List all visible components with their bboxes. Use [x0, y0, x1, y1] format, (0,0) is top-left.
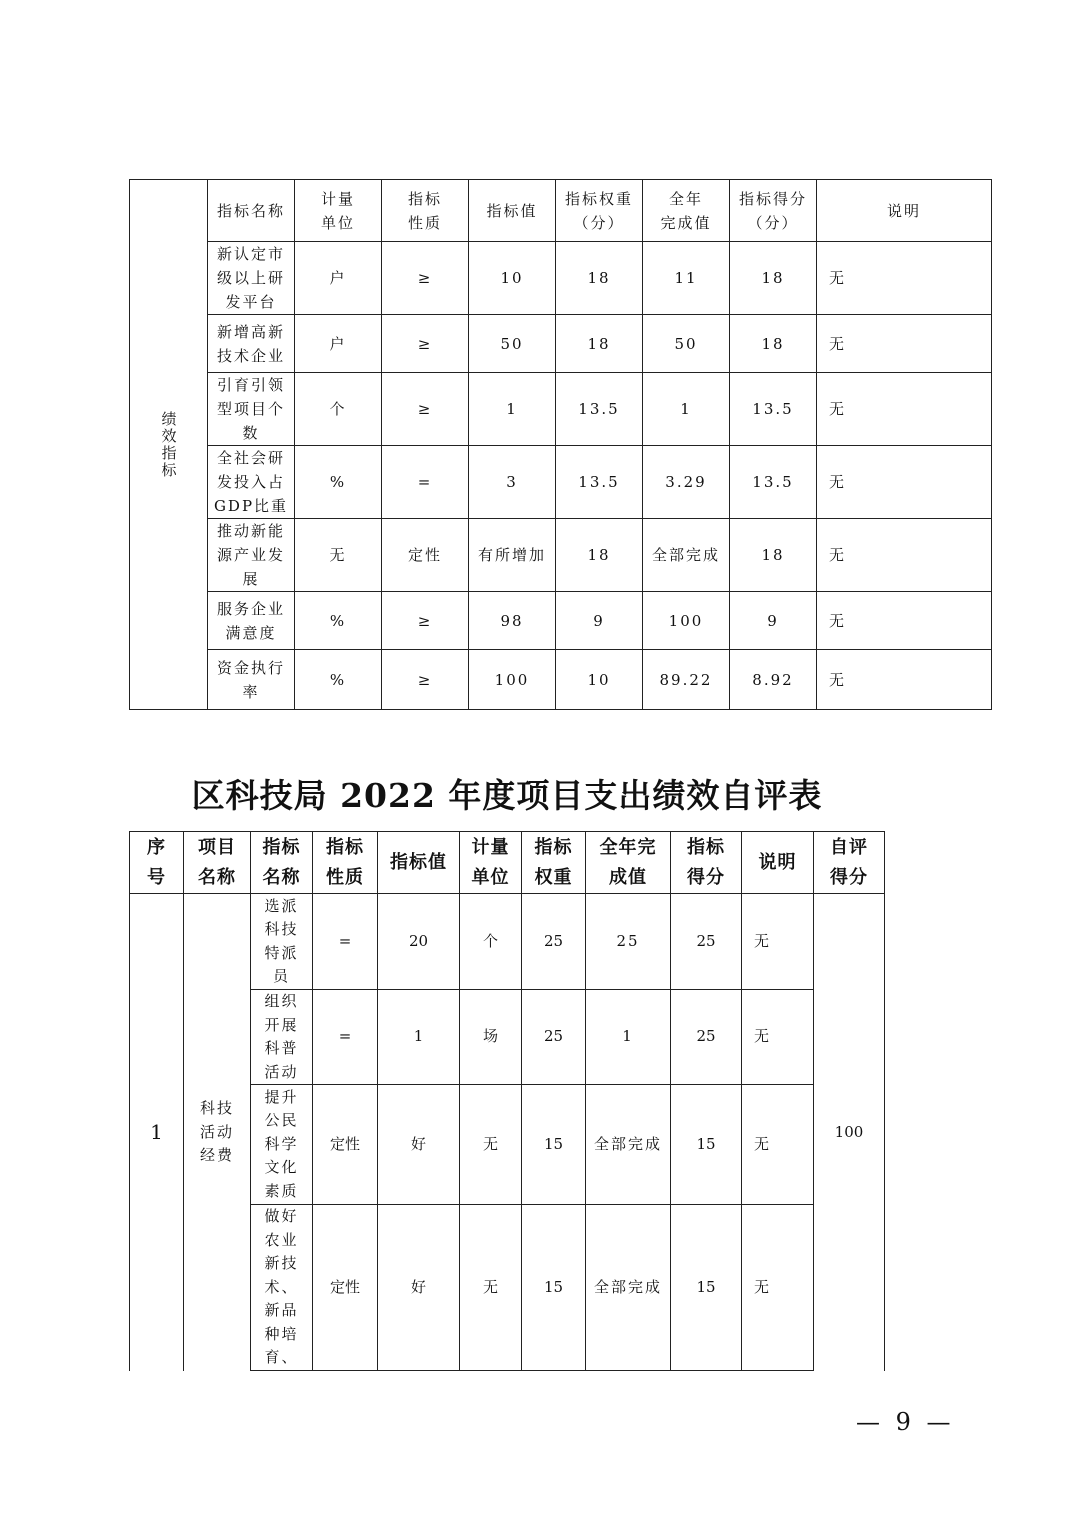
cell-note: 无 [817, 315, 992, 373]
cell-nature: ≥ [382, 373, 469, 446]
table-header-row [130, 180, 992, 242]
header-cell: 指标 权重 [522, 832, 586, 894]
cell-name: 做好 农业 新技 术、 新品 种培 育、 [251, 1205, 313, 1371]
cell-name: 选派 科技 特派 员 [251, 894, 313, 990]
cell-unit: 个 [295, 373, 382, 446]
cell-score: 18 [730, 242, 817, 315]
cell-value: 1 [378, 990, 460, 1085]
cell-value: 98 [469, 592, 556, 650]
table-row [130, 242, 992, 315]
header-cell: 说明 [742, 832, 814, 894]
cell-nature: 定性 [313, 1085, 378, 1205]
cell-nature: ≥ [382, 315, 469, 373]
cell-value: 100 [469, 650, 556, 710]
cell-value: 3 [469, 446, 556, 519]
header-cell: 指标值 [378, 832, 460, 894]
header-cell: 计量 单位 [460, 832, 522, 894]
cell-unit: 场 [460, 990, 522, 1085]
cell-weight: 13.5 [556, 446, 643, 519]
cell-note: 无 [817, 519, 992, 592]
cell-unit: 户 [295, 315, 382, 373]
cell-done: 3.29 [643, 446, 730, 519]
page-number: — 9 — [856, 1408, 955, 1436]
cell-name: 组织 开展 科普 活动 [251, 990, 313, 1085]
cell-score: 15 [671, 1085, 742, 1205]
cell-note: 无 [742, 894, 814, 990]
cell-seq: 1 [130, 894, 184, 1371]
cell-score: 13.5 [730, 446, 817, 519]
cell-value: 10 [469, 242, 556, 315]
cell-unit: 户 [295, 242, 382, 315]
cell-weight: 25 [522, 990, 586, 1085]
cell-nature: = [382, 446, 469, 519]
cell-done: 全部完成 [586, 1085, 671, 1205]
cell-name: 资金执行率 [208, 650, 295, 710]
cell-weight: 18 [556, 519, 643, 592]
cell-name: 引育引领型项目个数 [208, 373, 295, 446]
cell-done: 89.22 [643, 650, 730, 710]
cell-weight: 15 [522, 1085, 586, 1205]
cell-nature: ≥ [382, 650, 469, 710]
cell-note: 无 [817, 592, 992, 650]
header-cell: 指标 性质 [382, 180, 469, 242]
cell-score: 18 [730, 315, 817, 373]
cell-score: 18 [730, 519, 817, 592]
cell-weight: 18 [556, 315, 643, 373]
section-label: 绩效指标 [130, 180, 208, 710]
header-cell: 说明 [817, 180, 992, 242]
cell-weight: 15 [522, 1205, 586, 1371]
header-cell: 指标 名称 [251, 832, 313, 894]
cell-nature: 定性 [313, 1205, 378, 1371]
header-cell: 指标得分 （分） [730, 180, 817, 242]
cell-weight: 25 [522, 894, 586, 990]
header-cell: 指标值 [469, 180, 556, 242]
cell-value: 20 [378, 894, 460, 990]
cell-value: 1 [469, 373, 556, 446]
header-cell: 序 号 [130, 832, 184, 894]
cell-done: 全部完成 [643, 519, 730, 592]
cell-project: 科技 活动 经费 [184, 894, 251, 1371]
cell-note: 无 [817, 650, 992, 710]
cell-score: 25 [671, 990, 742, 1085]
table-row [130, 373, 992, 446]
cell-weight: 10 [556, 650, 643, 710]
table-row [130, 650, 992, 710]
cell-name: 提升 公民 科学 文化 素质 [251, 1085, 313, 1205]
cell-value: 好 [378, 1205, 460, 1371]
cell-score: 25 [671, 894, 742, 990]
cell-weight: 13.5 [556, 373, 643, 446]
cell-name: 新增高新技术企业 [208, 315, 295, 373]
cell-nature: ≥ [382, 242, 469, 315]
cell-unit: 无 [295, 519, 382, 592]
cell-note: 无 [817, 373, 992, 446]
table-row [130, 519, 992, 592]
cell-name: 全社会研发投入占GDP比重 [208, 446, 295, 519]
cell-note: 无 [817, 242, 992, 315]
header-cell: 指标权重 （分） [556, 180, 643, 242]
cell-done: 1 [643, 373, 730, 446]
cell-self-score: 100 [814, 894, 885, 1371]
cell-unit: 个 [460, 894, 522, 990]
table-row [130, 592, 992, 650]
cell-unit: 无 [460, 1205, 522, 1371]
cell-note: 无 [817, 446, 992, 519]
cell-note: 无 [742, 1085, 814, 1205]
cell-value: 50 [469, 315, 556, 373]
cell-done: 100 [643, 592, 730, 650]
cell-done: 1 [586, 990, 671, 1085]
table-row [130, 315, 992, 373]
header-cell: 指标 得分 [671, 832, 742, 894]
cell-name: 推动新能源产业发展 [208, 519, 295, 592]
cell-note: 无 [742, 1205, 814, 1371]
cell-name: 服务企业满意度 [208, 592, 295, 650]
table-row [130, 446, 992, 519]
header-cell: 指标名称 [208, 180, 295, 242]
header-cell: 计量 单位 [295, 180, 382, 242]
header-cell: 自评 得分 [814, 832, 885, 894]
cell-note: 无 [742, 990, 814, 1085]
cell-unit: 无 [460, 1085, 522, 1205]
cell-score: 13.5 [730, 373, 817, 446]
cell-nature: = [313, 990, 378, 1085]
header-cell: 指标 性质 [313, 832, 378, 894]
table-row [130, 894, 885, 990]
cell-value: 好 [378, 1085, 460, 1205]
cell-value: 有所增加 [469, 519, 556, 592]
cell-done: 全部完成 [586, 1205, 671, 1371]
table-header-row [130, 832, 885, 894]
cell-done: 11 [643, 242, 730, 315]
header-cell: 全年完 成值 [586, 832, 671, 894]
cell-score: 15 [671, 1205, 742, 1371]
header-cell: 全年 完成值 [643, 180, 730, 242]
cell-name: 新认定市级以上研发平台 [208, 242, 295, 315]
cell-score: 9 [730, 592, 817, 650]
cell-nature: ≥ [382, 592, 469, 650]
project-self-evaluation-table [129, 831, 885, 1371]
cell-weight: 18 [556, 242, 643, 315]
header-cell: 项目 名称 [184, 832, 251, 894]
cell-unit: % [295, 446, 382, 519]
cell-nature: 定性 [382, 519, 469, 592]
cell-score: 8.92 [730, 650, 817, 710]
page-title: 区科技局 2022 年度项目支出绩效自评表 [191, 776, 823, 815]
cell-done: 50 [643, 315, 730, 373]
cell-nature: = [313, 894, 378, 990]
cell-unit: % [295, 592, 382, 650]
cell-done: 25 [586, 894, 671, 990]
cell-weight: 9 [556, 592, 643, 650]
performance-indicator-table [129, 179, 992, 710]
cell-unit: % [295, 650, 382, 710]
